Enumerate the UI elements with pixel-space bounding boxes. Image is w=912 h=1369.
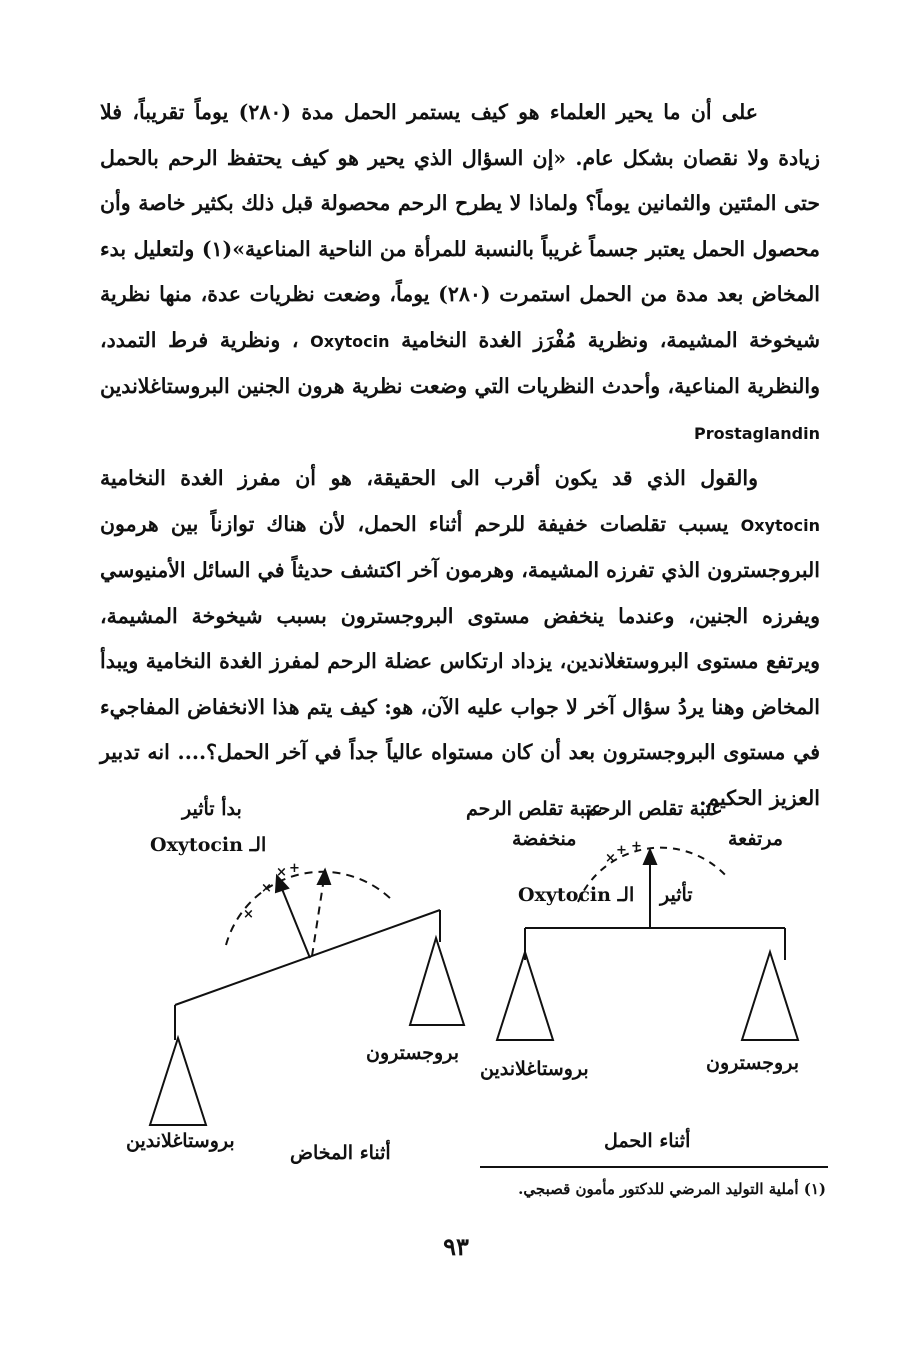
- paragraph-1: [100, 90, 820, 456]
- pregnancy-progesterone-label: بروجسترون: [706, 1052, 799, 1074]
- page-number: ٩٣: [443, 1232, 469, 1261]
- term-oxytocin: Oxytocin: [740, 515, 820, 535]
- paragraph-2: [100, 456, 820, 821]
- labour-start-label: بدأ تأثير: [182, 798, 242, 820]
- plus-mark: +: [631, 839, 642, 854]
- paragraph-2-text-a: والقول الذي قد يكون أقرب الى الحقيقة، هو أن مفرز الغدة النخامية: [100, 466, 758, 490]
- low-label: منخفضة: [512, 828, 577, 850]
- paragraph-1-text-b: ، ونظرية فرط التمدد، والنظرية المناعية، وأحدث النظريات التي وضعت نظرية هرون الجنين البروستاغلاندين: [100, 327, 821, 398]
- labour-prostaglandin-triangle: [150, 1038, 206, 1125]
- paragraph-1-text-a: على أن ما يحير العلماء هو كيف يستمر الحمل مدة (٢٨٠) يوماً تقريباً، فلا زيادة ولا نقصان بشكل عام. «إن السؤال الذي يحير هو كيف يحتفظ الرحم بالحمل حتى المئتين والثمانين يوماً؟ ولماذا لا يطرح الرحم محصولة قبل ذلك بكثير خاصة وأن محصول الحمل يعتبر جسماً غريباً بالنسبة للمرأة من الناحية المناعية»(١) ولتعليل بدء المخاض بعد مدة من الحمل استمرت (٢٨٠) يوماً، وضعت نظريات عدة، منها نظرية شيخوخة المشيمة، ونظرية مُفْرَز الغدة النخامية: [100, 100, 820, 352]
- term-oxytocin: Oxytocin: [310, 331, 390, 351]
- labour-threshold-pointer: [312, 878, 324, 956]
- paragraph-2-text-b: يسبب تقلصات خفيفة للرحم أثناء الحمل، لأن هناك توازناً بين هرمون البروجسترون الذي تفرزه المشيمة، وهرمون آخر اكتشف حديثاً في السائل الأمنيوسي ويفرزه الجنين، وعندما ينخفض مستوى البروجسترون بسبب شيخوخة المشيمة، ويرتفع مستوى البروستغلاندين، يزداد ارتكاس عضلة الرحم لمفرز الغدة النخامية ويبدأ المخاض وهنا يردُ سؤال آخر لا جواب عليه الآن، هو: كيف يتم هذا الانخفاض المفاجيء في مستوى البروجسترون بعد أن كان مستواه عالياً جداً في آخر الحمل؟.... انه تدبير العزيز الحكيم.: [100, 511, 820, 810]
- progesterone-weight-triangle: [742, 952, 798, 1040]
- prostaglandin-weight-triangle: [497, 952, 553, 1040]
- labour-caption: أثناء المخاض: [290, 1142, 391, 1164]
- labour-beam: [175, 910, 440, 1005]
- plus-mark: ×: [261, 881, 272, 896]
- labour-oxytocin-arrow: [280, 884, 310, 958]
- plus-mark: +: [616, 843, 627, 858]
- pregnancy-caption: أثناء الحمل: [604, 1130, 691, 1152]
- plus-mark: ×: [276, 865, 287, 880]
- labour-progesterone-triangle: [410, 938, 464, 1025]
- high-label: مرتفعة: [728, 828, 783, 850]
- body-text: [100, 90, 820, 821]
- plus-mark: ×: [605, 851, 616, 866]
- plus-mark: ×: [243, 907, 254, 922]
- plus-mark: +: [289, 861, 300, 876]
- term-prostaglandin: Prostaglandin: [693, 423, 820, 443]
- labour-prostaglandin-label: بروستاغلاندين: [126, 1130, 235, 1152]
- pregnancy-arrow-head: [644, 850, 656, 864]
- threshold-high-label: عتبة تقلص الرحم: [586, 798, 723, 820]
- balance-diagram: [0, 780, 912, 1200]
- pregnancy-oxytocin-label: الـ Oxytocin: [518, 884, 635, 906]
- threshold-low-label: عتبة تقلص الرحم: [466, 798, 603, 820]
- labour-progesterone-label: بروجسترون: [366, 1042, 459, 1064]
- footnote-rule: [480, 1166, 828, 1168]
- labour-oxytocin-label: الـ Oxytocin: [150, 834, 267, 856]
- footnote: (١) أملية التوليد المرضي للدكتور مأمون قصبجي.: [518, 1180, 826, 1198]
- pregnancy-prostaglandin-label: بروستاغلاندين: [480, 1058, 589, 1080]
- effect-label: تأثير: [660, 884, 693, 906]
